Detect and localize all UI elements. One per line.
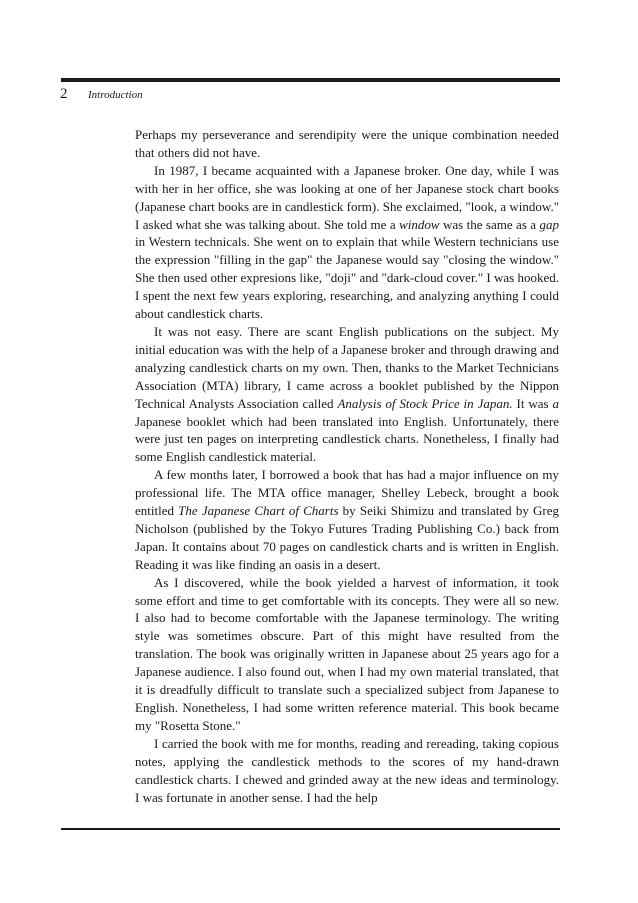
paragraph bbox=[135, 735, 559, 807]
paragraph bbox=[135, 162, 559, 323]
page-number: 2 bbox=[60, 86, 68, 102]
paragraph-text: As I discovered, while the book yielded a harvest of information, it took some effort and time to get comfortable with its concepts. They were all so new. I also had to become comfortable with the Japanese terminology. The writing style was sometimes obscure. Part of this might have resulted from the translation. The book was originally written in Japanese about 25 years ago for a Japanese audience. I also found out, when I had my own material translated, that it is dreadfully difficult to translate such a specialized subject from Japanese to English. Nonetheless, I had some written reference material. This book became my "Rosetta Stone." bbox=[135, 574, 559, 733]
paragraph bbox=[135, 126, 559, 162]
italic-text: a bbox=[552, 395, 559, 411]
italic-text: gap bbox=[539, 216, 559, 232]
italic-text: window bbox=[399, 216, 440, 232]
footer-rule bbox=[61, 828, 560, 830]
paragraph-text: Japanese booklet which had been translated into English. Unfortunately, there were just ten pages on interpreting candlestick charts. Nonetheless, I finally had some English candlestick material. bbox=[135, 413, 559, 465]
paragraph-text: I carried the book with me for months, reading and rereading, taking copious notes, applying the candlestick methods to the scores of my hand-drawn candlestick charts. I chewed and grinded away at the new ideas and terminology. I was fortunate in another sense. I had the help bbox=[135, 735, 559, 805]
body-text bbox=[135, 126, 559, 806]
paragraph-text: It was not easy. There are scant English publications on the subject. My initial education was with the help of a Japanese broker and through drawing and analyzing candlestick charts on my own. Then, thanks to the Market Technicians Association (MTA) library, I came across a booklet published by the Nippon Technical Analysts Association called bbox=[135, 323, 559, 411]
paragraph bbox=[135, 574, 559, 735]
paragraph-text: Perhaps my perseverance and serendipity were the unique combination needed that others did not have. bbox=[135, 127, 559, 160]
paragraph bbox=[135, 466, 559, 573]
paragraph-text: It was bbox=[512, 395, 553, 411]
paragraph-text: in Western technicals. She went on to explain that while Western technicians use the expression "filling in the gap" the Japanese would say "closing the window." She then used other expresions like, "doji" and "dark-cloud cover." I was hooked. I spent the next few years exploring, researching, and analyzing anything I could about candlestick charts. bbox=[135, 234, 559, 322]
italic-text: Analysis of Stock Price in Japan. bbox=[337, 395, 513, 411]
italic-text: The Japanese Chart of Charts bbox=[178, 503, 339, 519]
paragraph-text: In 1987, I became acquainted with a Japanese broker. One day, while I was with her in her office, she was looking at one of her Japanese stock chart books (Japanese chart books are in candlestick form). She exclaimed, "look, a window." I asked what she was talking about. She told me a bbox=[135, 162, 559, 232]
running-head: Introduction bbox=[88, 89, 143, 101]
paragraph-text: A few months later, I borrowed a book that has had a major influence on my professional life. The MTA office manager, Shelley Lebeck, brought a book entitled bbox=[135, 467, 559, 519]
paragraph-text: by Seiki Shimizu and translated by Greg Nicholson (published by the Tokyo Futures Trading Publishing Co.) back from Japan. It contains about 70 pages on candlestick charts and is written in English. Reading it was like finding an oasis in a desert. bbox=[135, 503, 559, 572]
header-rule bbox=[61, 78, 560, 82]
paragraph-text: was the same as a bbox=[439, 216, 540, 232]
paragraph bbox=[135, 323, 559, 466]
